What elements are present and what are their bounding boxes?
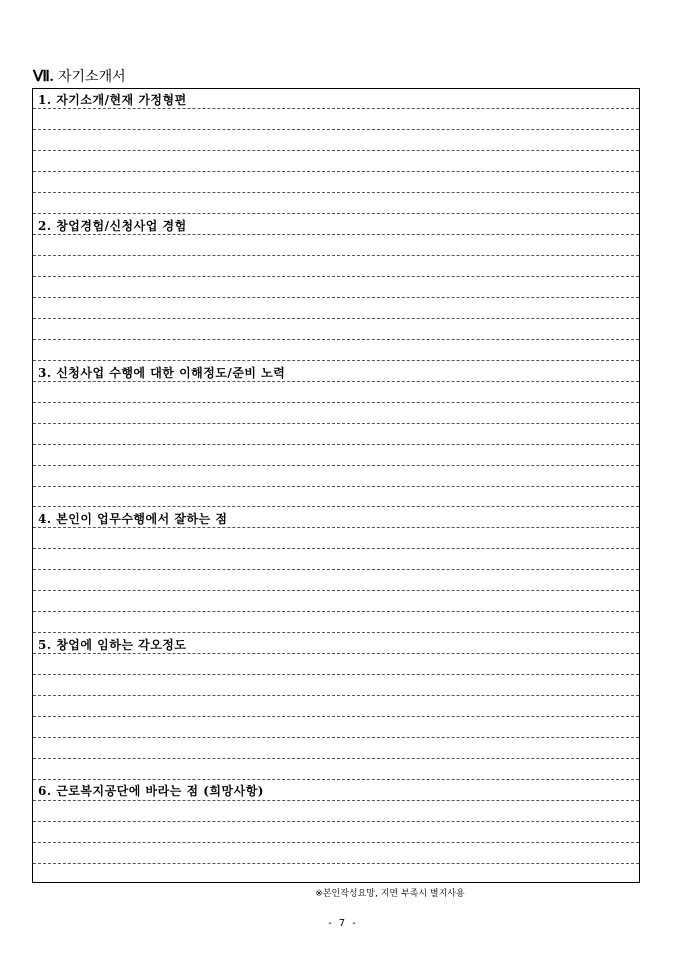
- section-3-heading: 3. 신청사업 수행에 대한 이해정도/준비 노력: [38, 366, 286, 380]
- writing-line: [33, 716, 639, 717]
- writing-line: [33, 423, 639, 424]
- writing-line: [33, 821, 639, 822]
- writing-line: [33, 800, 639, 801]
- writing-line: [33, 192, 639, 193]
- writing-line: [33, 297, 639, 298]
- section-5-heading: 5. 창업에 임하는 각오정도: [38, 638, 187, 652]
- writing-line: [33, 381, 639, 382]
- form-sections: [33, 89, 639, 882]
- section-6-heading: 6. 근로복지공단에 바라는 점 (희망사항): [38, 784, 264, 798]
- writing-line: [33, 129, 639, 130]
- writing-line: [33, 234, 639, 235]
- writing-line: [33, 863, 639, 864]
- writing-line: [33, 779, 639, 780]
- section-2-heading: 2. 창업경험/신청사업 경험: [38, 219, 187, 233]
- writing-line: [33, 276, 639, 277]
- writing-line: [33, 486, 639, 487]
- writing-line: [33, 465, 639, 466]
- writing-line: [33, 318, 639, 319]
- writing-line: [33, 737, 639, 738]
- footnote: ※본인작성요망, 지면 부족시 별지사용: [315, 889, 465, 899]
- writing-line: [33, 339, 639, 340]
- writing-line: [33, 255, 639, 256]
- writing-line: [33, 674, 639, 675]
- writing-line: [33, 590, 639, 591]
- writing-line: [33, 632, 639, 633]
- writing-line: [33, 548, 639, 549]
- writing-line: [33, 842, 639, 843]
- section-title: 자기소개서: [58, 69, 126, 85]
- writing-line: [33, 527, 639, 528]
- writing-line: [33, 171, 639, 172]
- writing-line: [33, 695, 639, 696]
- writing-line: [33, 653, 639, 654]
- writing-line: [33, 402, 639, 403]
- section-4-heading: 4. 본인이 업무수행에서 잘하는 점: [38, 512, 228, 526]
- writing-line: [33, 611, 639, 612]
- section-1-heading: 1. 자기소개/현재 가정형편: [38, 93, 187, 107]
- writing-line: [33, 360, 639, 361]
- page-number: - 7 -: [326, 918, 358, 929]
- writing-line: [33, 108, 639, 109]
- writing-line: [33, 506, 639, 507]
- writing-line: [33, 213, 639, 214]
- self-introduction-form: [32, 88, 640, 883]
- page-title: [33, 66, 126, 86]
- writing-line: [33, 150, 639, 151]
- writing-line: [33, 569, 639, 570]
- writing-line: [33, 758, 639, 759]
- section-roman-numeral: Ⅶ.: [33, 69, 54, 85]
- writing-line: [33, 444, 639, 445]
